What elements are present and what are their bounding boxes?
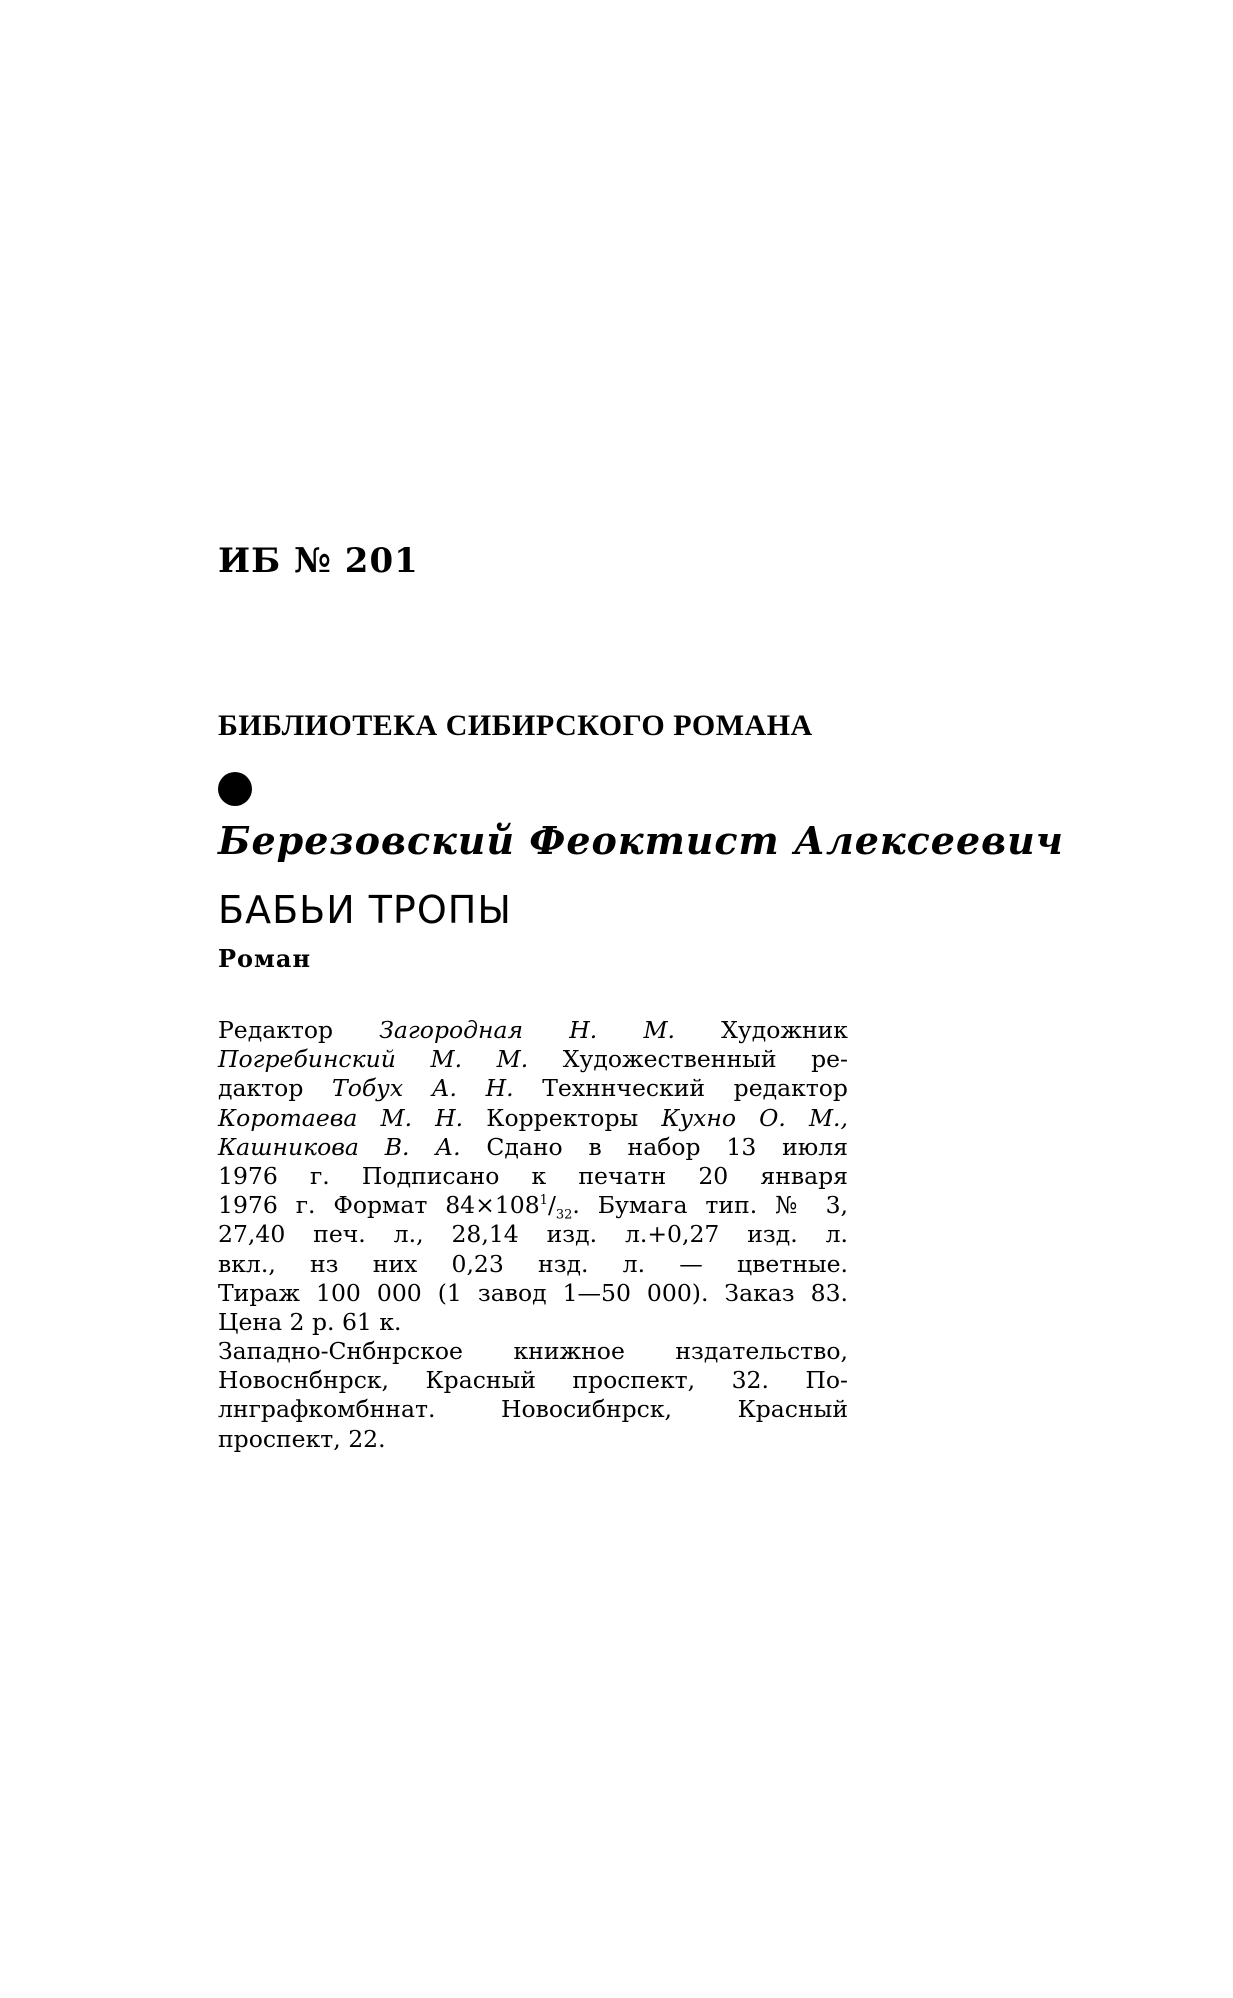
imprint-text: вкл., нз них 0,23 нзд. л. — цветные. xyxy=(218,1249,848,1278)
imprint-text: 1976 г. Формат 84×108 xyxy=(218,1191,540,1220)
imprint-person-name: Загородная Н. М. xyxy=(379,1016,675,1044)
imprint-text: . Бумага тип. № 3, xyxy=(572,1191,848,1220)
imprint-line xyxy=(218,1395,848,1424)
imprint-text: Корректоры xyxy=(463,1103,662,1132)
book-title: БАБЬИ ТРОПЫ xyxy=(218,888,512,932)
imprint-line xyxy=(218,1045,848,1074)
imprint-text: Сдано в набор 13 июля xyxy=(460,1132,848,1161)
imprint-text: дактор xyxy=(218,1074,333,1103)
imprint-text: Цена 2 р. 61 к. xyxy=(218,1307,402,1336)
imprint-line xyxy=(218,1220,848,1249)
fraction-denominator: 32 xyxy=(555,1207,573,1223)
imprint-line xyxy=(218,1337,848,1366)
imprint-text: Художник xyxy=(674,1016,848,1044)
imprint-person-name: Тобух А. Н. xyxy=(332,1074,514,1103)
imprint-line xyxy=(218,1366,848,1395)
genre-label: Роман xyxy=(218,944,312,973)
imprint-line xyxy=(218,1191,848,1223)
imprint-line xyxy=(218,1250,848,1279)
imprint-person-name: Кухно О. М., xyxy=(661,1103,848,1132)
imprint-line xyxy=(218,1074,848,1103)
fraction-numerator: 1 xyxy=(539,1193,548,1209)
bullet-dot-icon xyxy=(218,772,252,806)
imprint-block xyxy=(218,1016,848,1454)
imprint-line xyxy=(218,1162,848,1191)
imprint-line xyxy=(218,1279,848,1308)
imprint-person-name: Коротаева М. Н. xyxy=(218,1103,464,1132)
imprint-line xyxy=(218,1104,848,1133)
imprint-text: проспект, 22. xyxy=(218,1424,386,1453)
imprint-text: Новоснбнрск, Красный проспект, 32. По- xyxy=(218,1366,848,1395)
imprint-line xyxy=(218,1133,848,1162)
author-name: Березовский Феоктист Алексеевич xyxy=(218,818,1064,863)
imprint-text: 27,40 печ. л., 28,14 изд. л.+0,27 изд. л. xyxy=(218,1220,848,1249)
imprint-text: 1976 г. Подписано к печатн 20 января xyxy=(218,1161,848,1190)
imprint-text: лнграфкомбннат. Новосибнрск, Красный xyxy=(218,1395,848,1424)
imprint-text: Тираж 100 000 (1 завод 1—50 000). Заказ 83. xyxy=(218,1278,848,1307)
imprint-person-name: Кашникова В. А. xyxy=(218,1132,461,1161)
imprint-person-name: Погребинский М. М. xyxy=(218,1045,529,1074)
imprint-line xyxy=(218,1425,848,1454)
ib-number: ИБ № 201 xyxy=(218,541,419,581)
format-fraction: $^1/_{32}$ xyxy=(539,1191,573,1223)
imprint-text: Западно-Снбнрское книжное нздательство, xyxy=(218,1337,848,1366)
imprint-text: Редактор xyxy=(218,1016,380,1044)
series-title: БИБЛИОТЕКА СИБИРСКОГО РОМАНА xyxy=(218,709,813,742)
imprint-text: Техннческий редактор xyxy=(513,1074,848,1103)
imprint-text: Художественный ре- xyxy=(528,1045,848,1074)
imprint-line xyxy=(218,1308,848,1337)
imprint-line xyxy=(218,1016,848,1045)
